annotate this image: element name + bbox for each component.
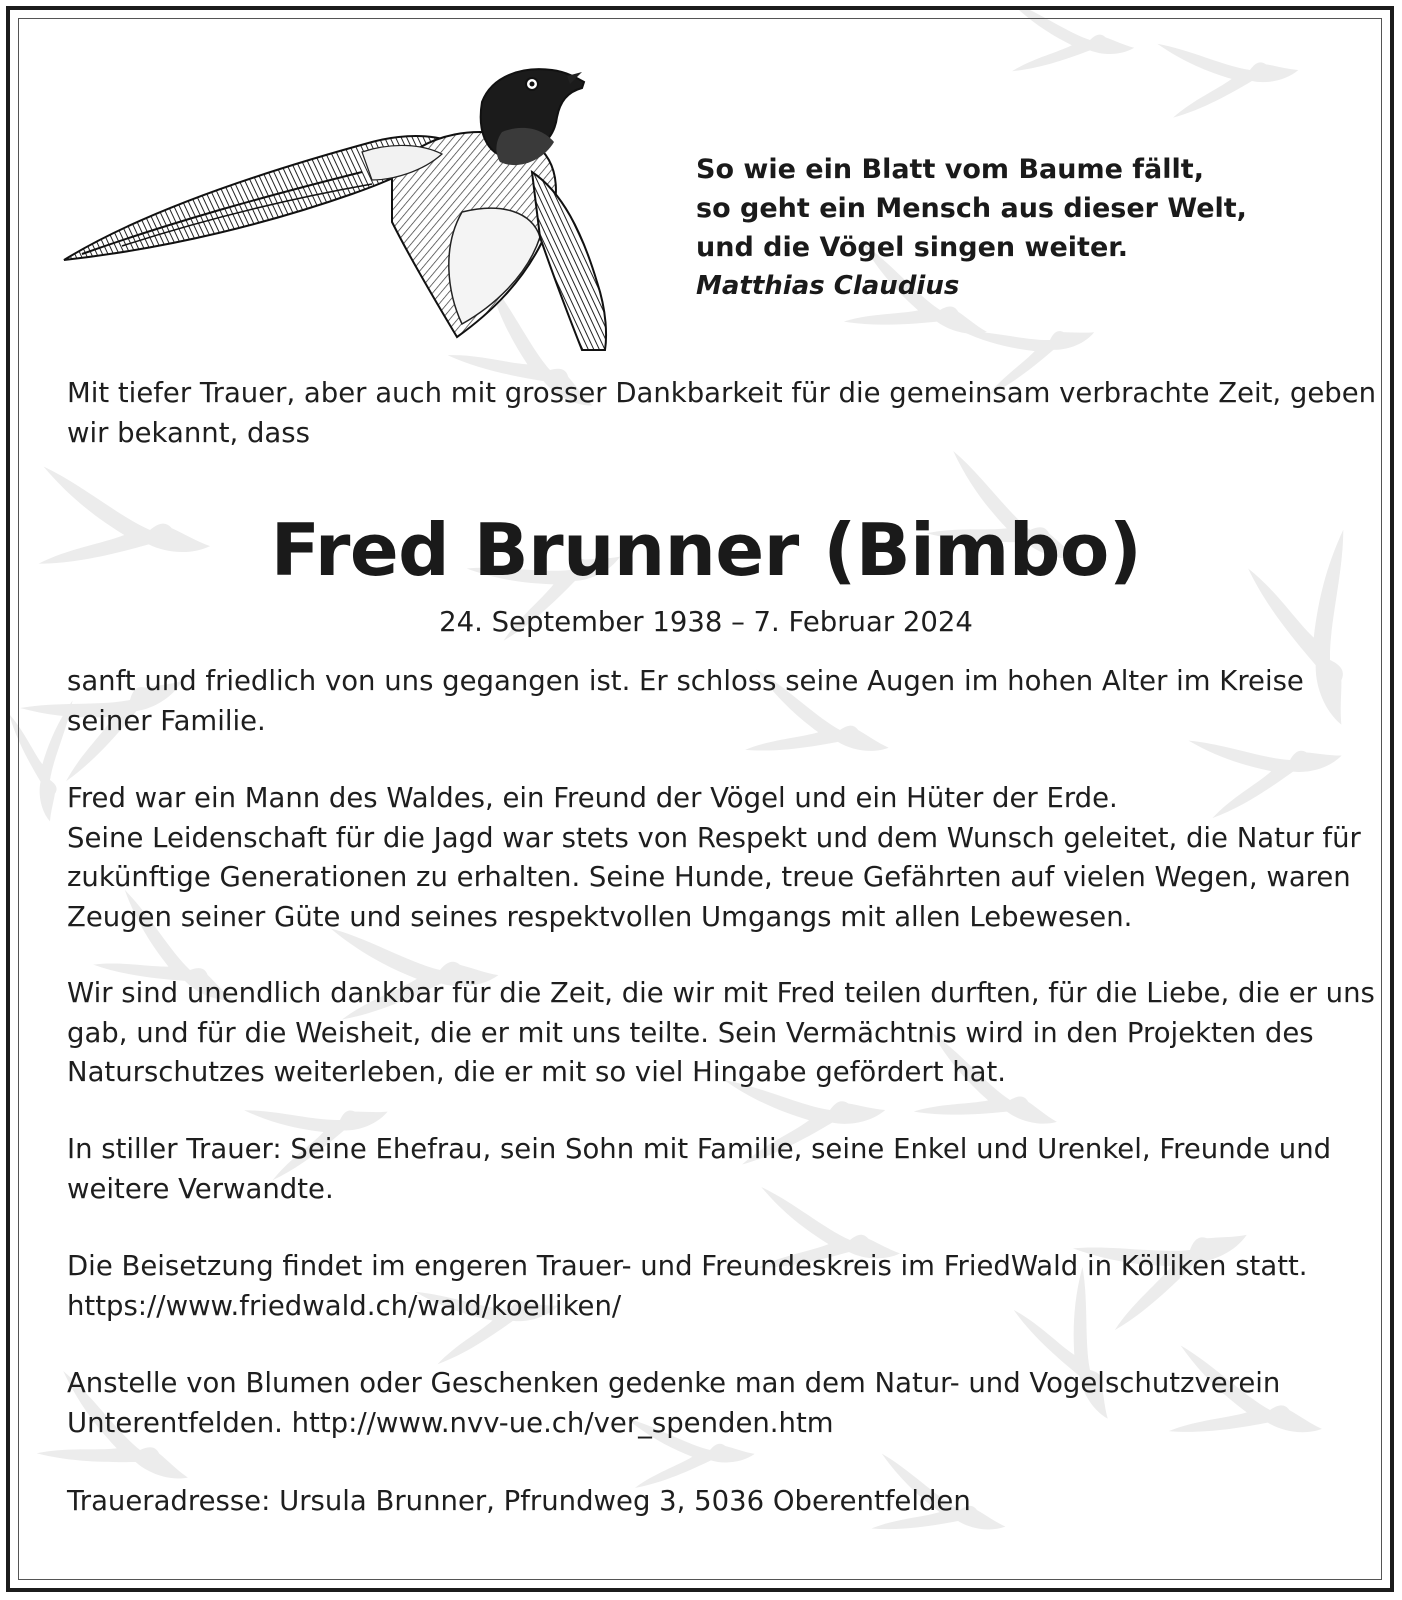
swallow-engraving-icon (62, 62, 622, 352)
text-line: wir bekannt, dass (67, 416, 310, 449)
text-line: Anstelle von Blumen oder Geschenken gedenke man dem Natur- und Vogelschutzverein (67, 1367, 1281, 1399)
text-line: Zeugen seiner Güte und seines respektvollen Umgangs mit allen Lebewesen. (67, 900, 1133, 933)
quote-block (696, 150, 1296, 306)
quote-line: so geht ein Mensch aus dieser Welt, (696, 193, 1247, 224)
donation-link-line[interactable]: Unterentfelden. http://www.nvv-ue.ch/ver_spenden.htm (67, 1406, 834, 1439)
obituary-frame (6, 6, 1394, 1592)
paragraph-address (67, 1482, 1357, 1522)
life-dates: 24. September 1938 – 7. Februar 2024 (439, 606, 973, 638)
paragraph-character (67, 779, 1361, 937)
paragraph-mourners (67, 1130, 1357, 1209)
mourning-address: Traueradresse: Ursula Brunner, Pfrundweg 3, 5036 Oberentfelden (67, 1485, 971, 1517)
text-line: seiner Familie. (67, 704, 266, 737)
text-line: Wir sind unendlich dankbar für die Zeit, die wir mit Fred teilen durften, für die Liebe, die er uns (67, 977, 1375, 1009)
text-line: In stiller Trauer: Seine Ehefrau, sein Sohn mit Familie, seine Enkel und Urenkel, Freunde und (67, 1133, 1332, 1165)
text-line: sanft und friedlich von uns gegangen ist. Er schloss seine Augen im hohen Alter im Kreise (67, 665, 1304, 697)
text-line: weitere Verwandte. (67, 1172, 334, 1205)
text-line: Naturschutzes weiterleben, die er mit so viel Hingabe gefördert hat. (67, 1056, 1007, 1088)
quote-line: So wie ein Blatt vom Baume fällt, (696, 154, 1204, 185)
text-line: Mit tiefer Trauer, aber auch mit grosser Dankbarkeit für die gemeinsam verbrachte Zeit, geben (67, 377, 1377, 409)
text-line: gab, und für die Weisheit, die er mit uns teilte. Sein Vermächtnis wird in den Projekten des (67, 1016, 1314, 1049)
text-line: Fred war ein Mann des Waldes, ein Freund der Vögel und ein Hüter der Erde. (67, 782, 1118, 814)
quote-line: und die Vögel singen weiter. (696, 232, 1128, 263)
deceased-name: Fred Brunner (Bimbo) (270, 508, 1142, 592)
text-line: Die Beisetzung findet im engeren Trauer- und Freundeskreis im FriedWald in Kölliken statt. (67, 1250, 1308, 1282)
paragraph-passing (67, 662, 1357, 741)
text-line: Seine Leidenschaft für die Jagd war stets von Respekt und dem Wunsch geleitet, die Natur für (67, 821, 1361, 854)
text-line: zukünftige Generationen zu erhalten. Seine Hunde, treue Gefährten auf vielen Wegen, waren (67, 861, 1351, 893)
paragraph-gratitude (67, 974, 1375, 1093)
quote-author: Matthias Claudius (696, 271, 960, 301)
burial-link[interactable]: https://www.friedwald.ch/wald/koelliken/ (67, 1289, 622, 1322)
paragraph-burial (67, 1247, 1357, 1326)
intro-paragraph (67, 374, 1377, 453)
paragraph-donation (67, 1364, 1357, 1443)
